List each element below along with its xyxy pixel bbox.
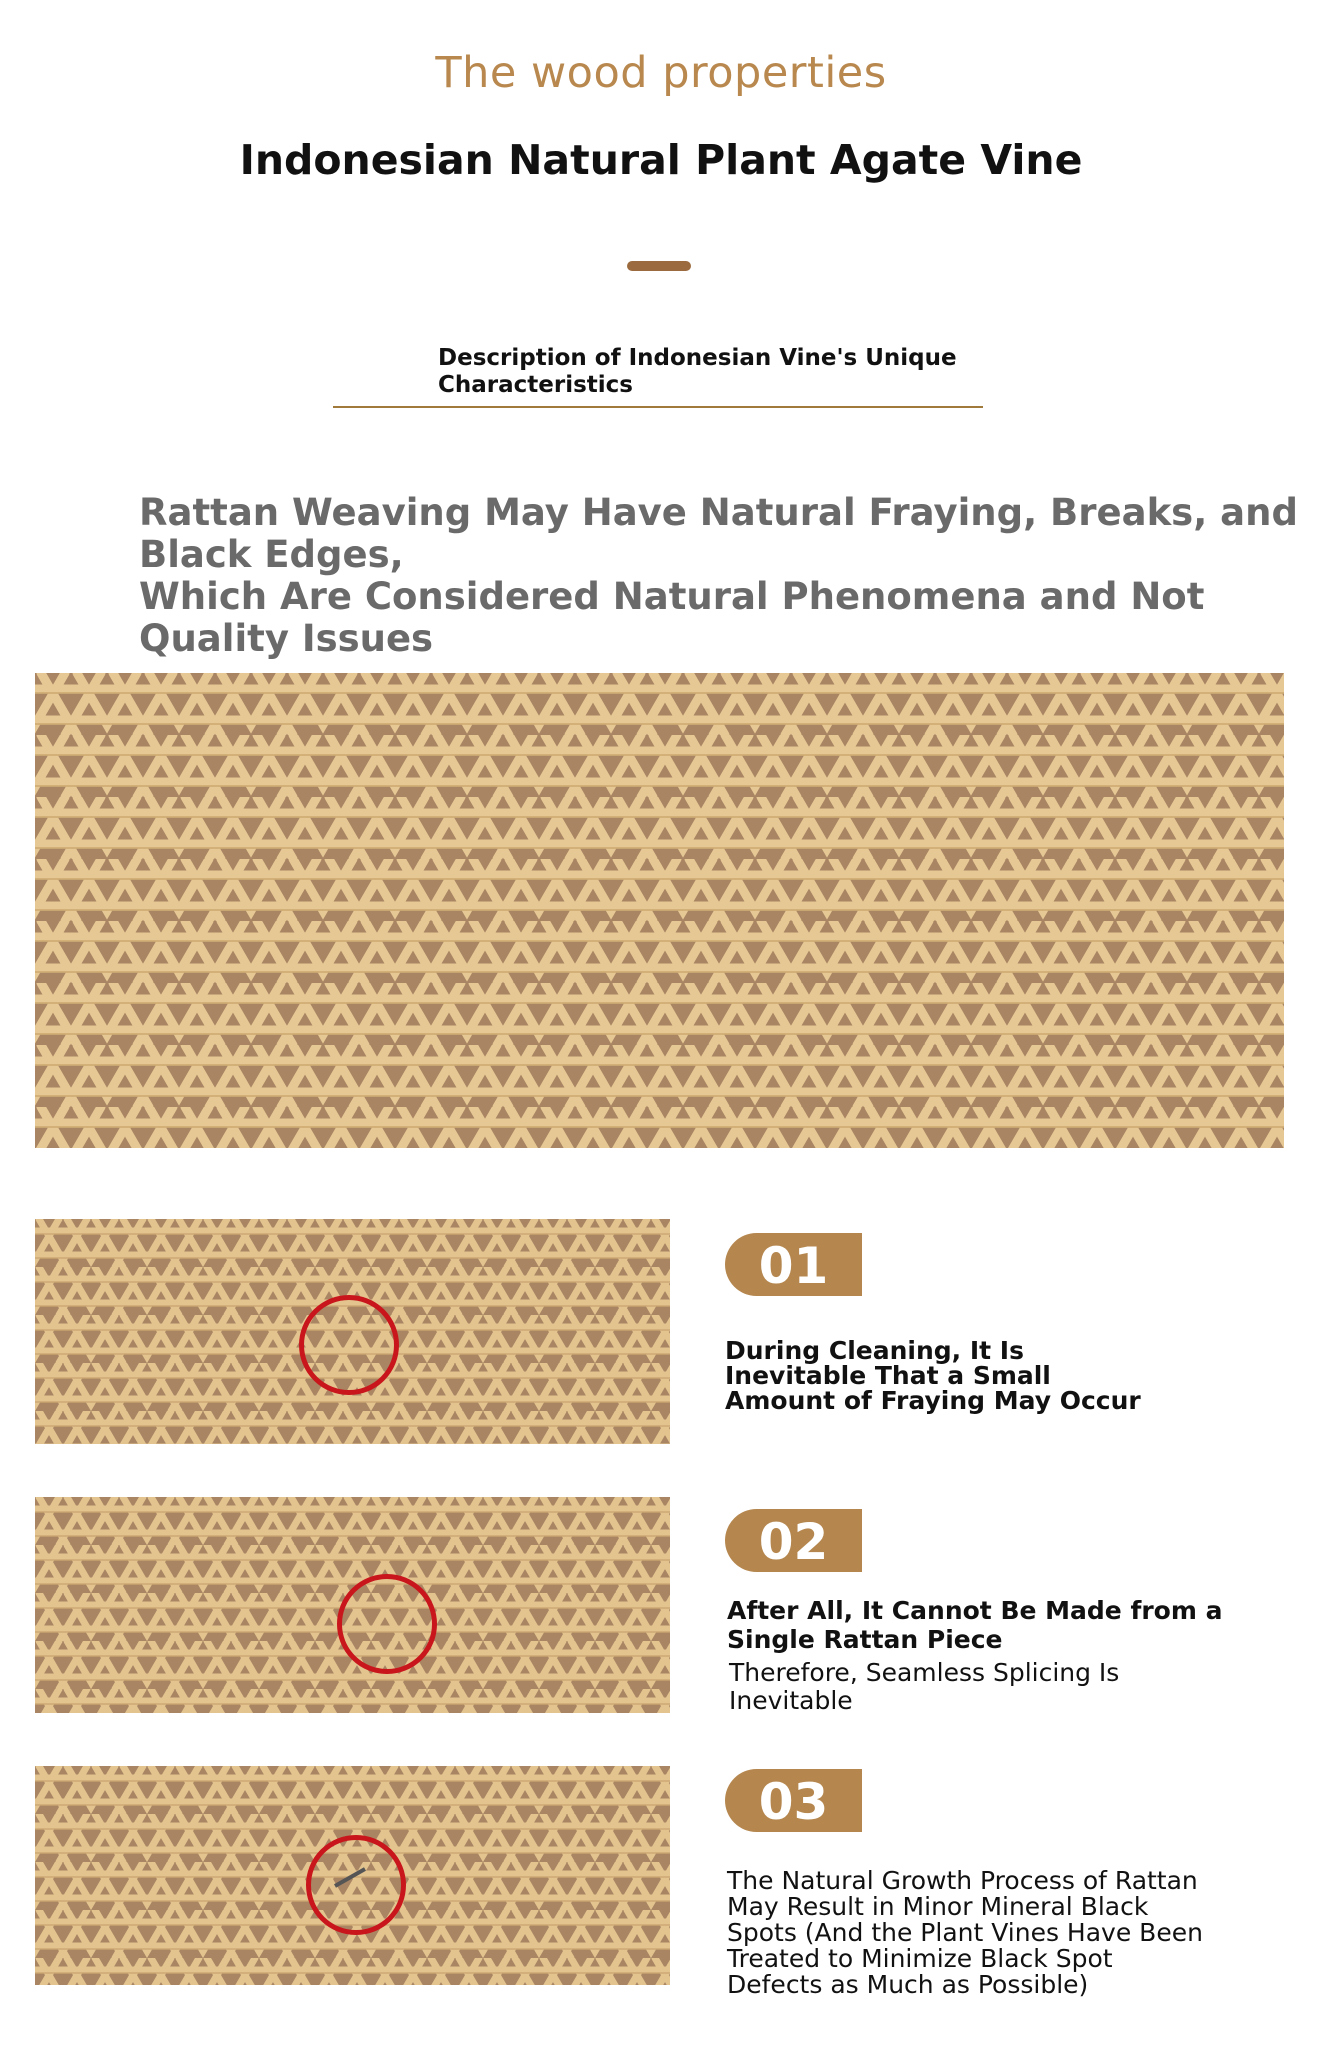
point-1-title-line: Amount of Fraying May Occur xyxy=(725,1386,1141,1415)
point-3-body-line: The Natural Growth Process of Rattan xyxy=(727,1866,1198,1895)
splicing-highlight-circle xyxy=(337,1574,437,1674)
point-1-title-line: During Cleaning, It Is xyxy=(725,1336,1024,1365)
black-spot-highlight-circle xyxy=(306,1835,406,1935)
point-2-body xyxy=(729,1659,1119,1715)
black-spot-detail-image xyxy=(35,1766,670,1985)
point-2-title-line: Single Rattan Piece xyxy=(727,1625,1003,1654)
notice-line-1: Rattan Weaving May Have Natural Fraying, Breaks, and Black Edges, xyxy=(139,491,1298,576)
point-1-title xyxy=(725,1338,1141,1413)
point-1-title-line: Inevitable That a Small xyxy=(725,1361,1051,1390)
point-3-body-line: Defects as Much as Possible) xyxy=(727,1970,1089,1999)
point-2-title-line: After All, It Cannot Be Made from a xyxy=(727,1596,1223,1625)
rattan-weave-hero-image xyxy=(35,673,1284,1148)
point-2-title xyxy=(727,1596,1222,1654)
point-number-badge-3: 03 xyxy=(725,1769,862,1832)
rattan-weave-hero-pattern xyxy=(35,673,1284,1148)
point-number-badge-1: 01 xyxy=(725,1233,862,1296)
description-line-1: Description of Indonesian Vine's Unique xyxy=(438,345,957,371)
splicing-detail-image xyxy=(35,1497,670,1713)
point-number-badge-2: 02 xyxy=(725,1509,862,1572)
point-3-body xyxy=(727,1868,1203,1998)
point-3-body-line: Treated to Minimize Black Spot xyxy=(727,1944,1113,1973)
point-2-body-line: Inevitable xyxy=(729,1686,853,1715)
notice-line-2: Which Are Considered Natural Phenomena and Not Quality Issues xyxy=(139,575,1205,660)
title-divider xyxy=(627,261,691,271)
page-title: Indonesian Natural Plant Agate Vine xyxy=(239,136,1083,184)
quality-notice xyxy=(139,492,1309,660)
description-heading xyxy=(438,345,958,399)
section-kicker: The wood properties xyxy=(435,48,887,98)
fraying-highlight-circle xyxy=(299,1295,399,1395)
fraying-detail-image xyxy=(35,1219,670,1444)
description-underline xyxy=(333,406,983,408)
point-3-body-line: May Result in Minor Mineral Black xyxy=(727,1892,1149,1921)
description-line-2: Characteristics xyxy=(438,372,633,398)
point-3-body-line: Spots (And the Plant Vines Have Been xyxy=(727,1918,1203,1947)
point-2-body-line: Therefore, Seamless Splicing Is xyxy=(729,1658,1120,1687)
